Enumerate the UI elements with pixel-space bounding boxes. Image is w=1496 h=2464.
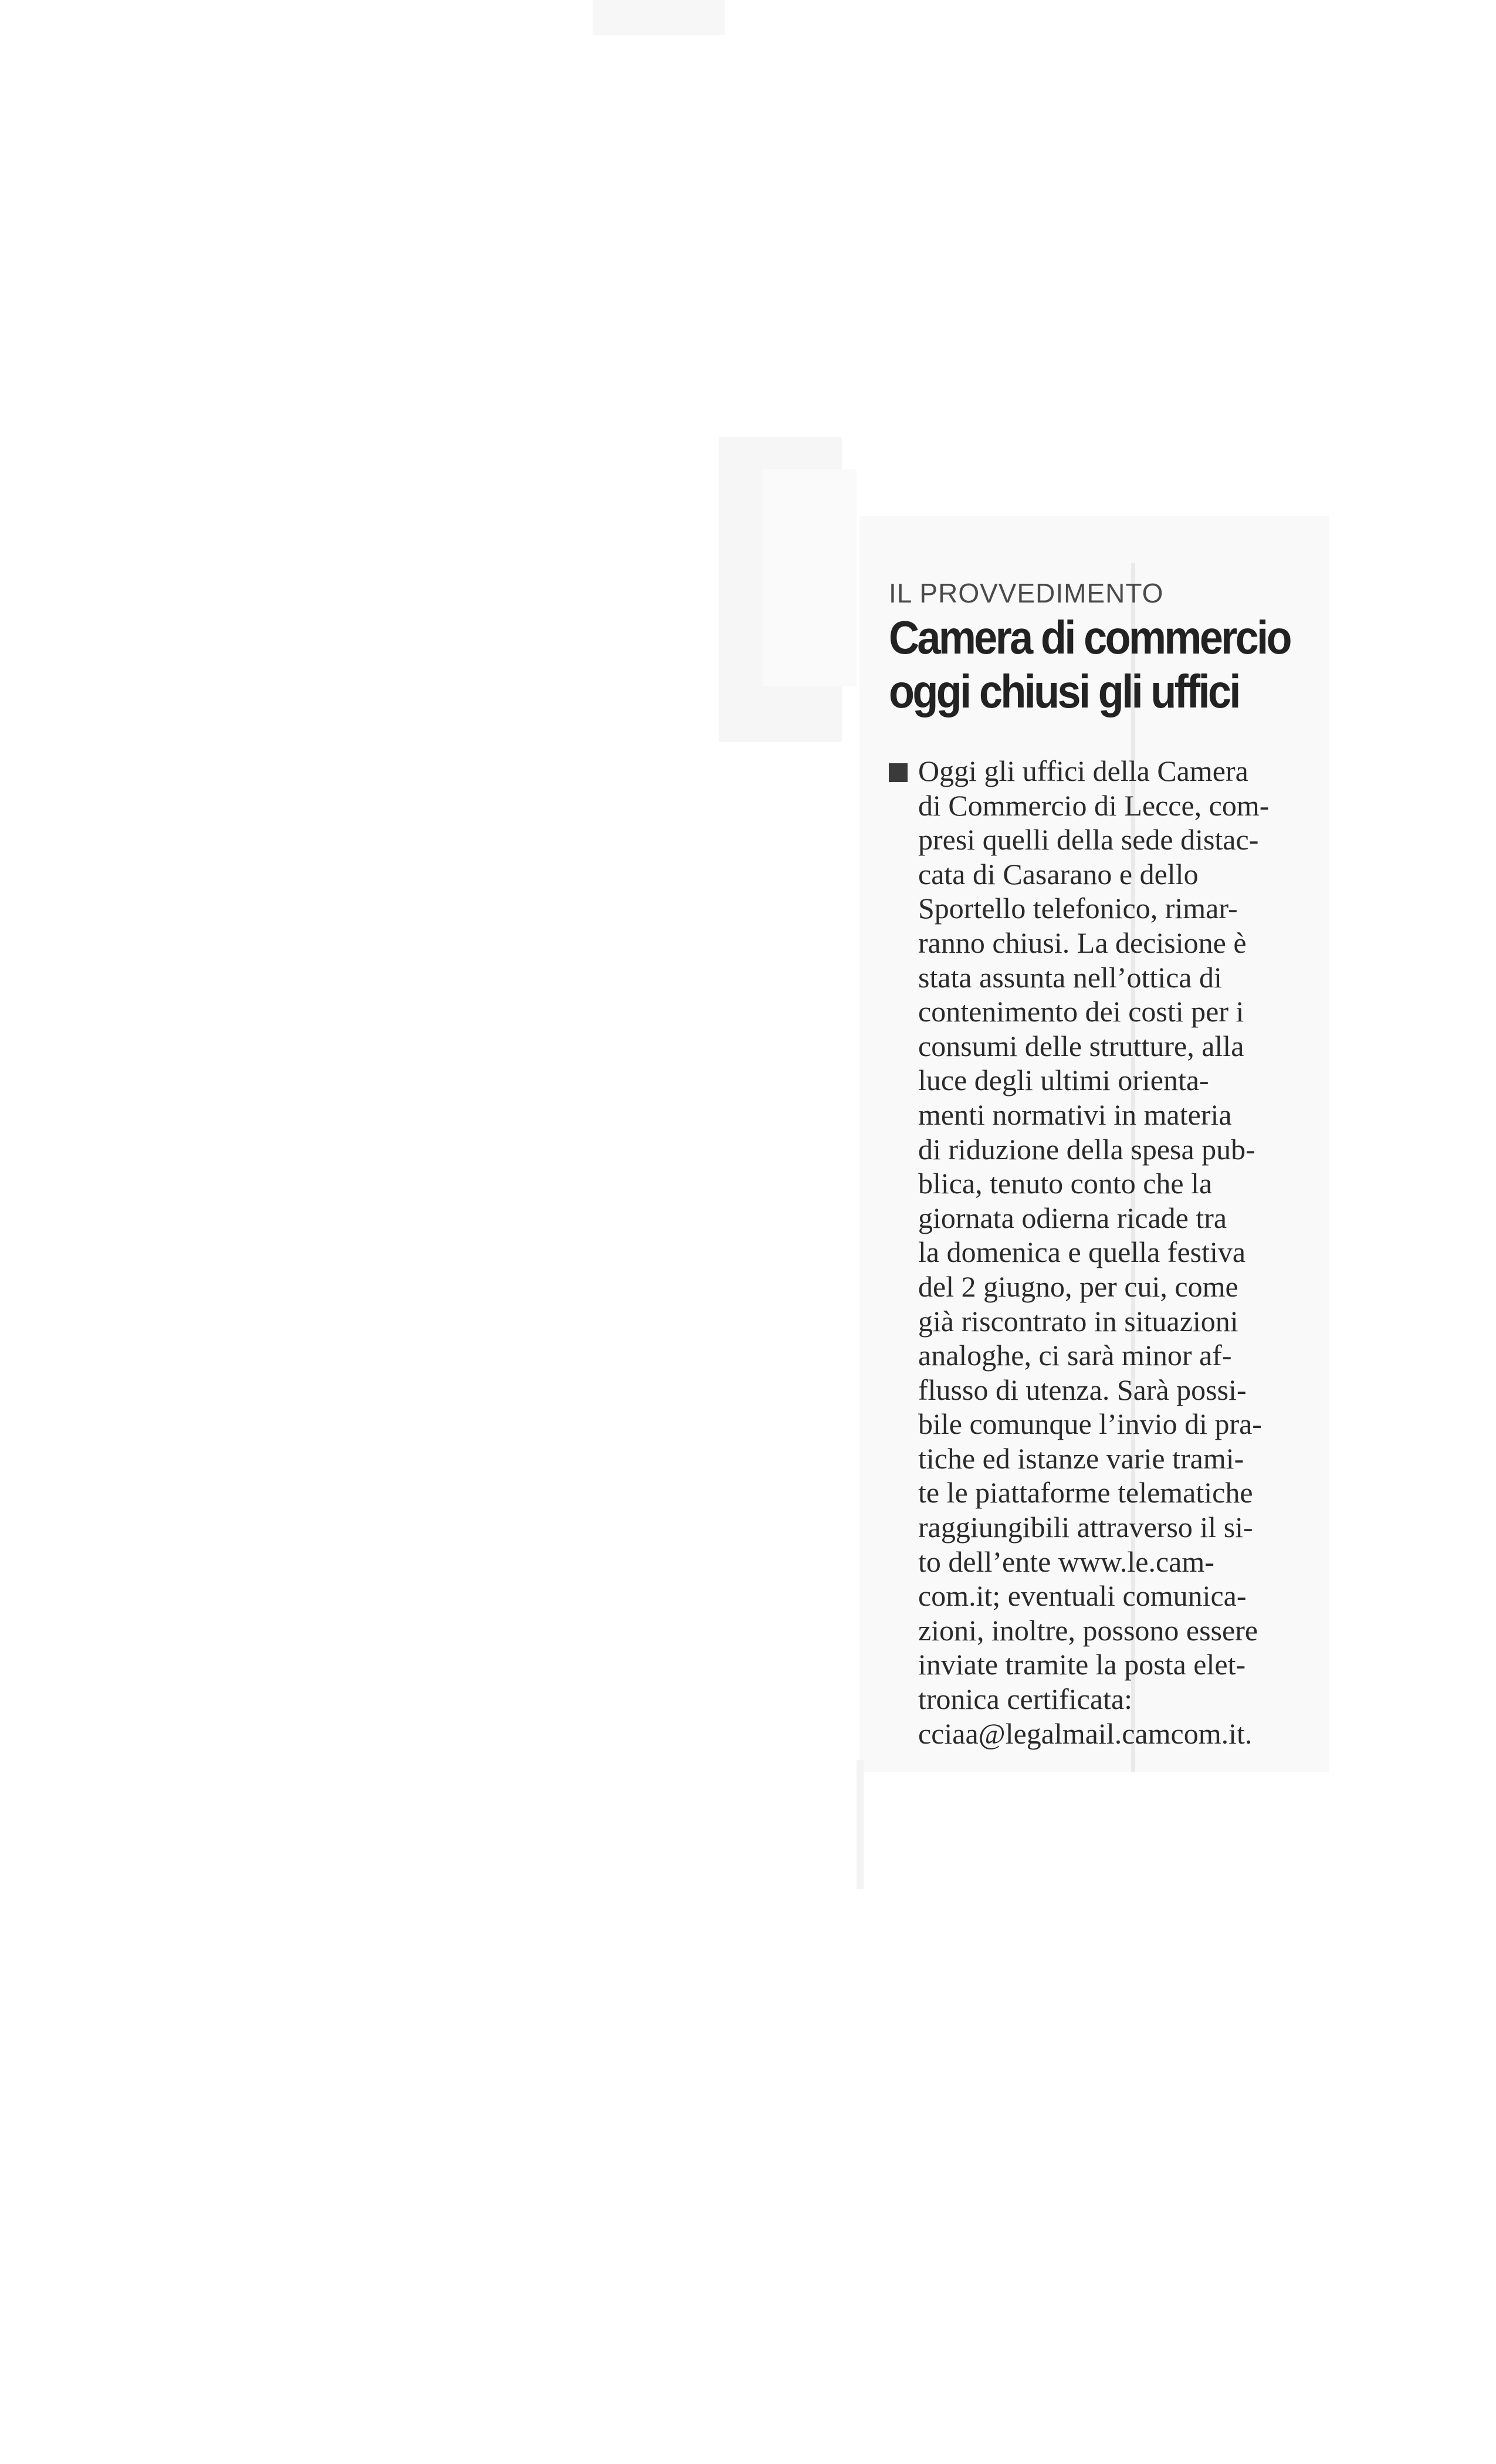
headline-line: Camera di commercio [889,611,1290,664]
body-line: menti normativi in materia [918,1098,1232,1131]
body-line: consumi delle strutture, alla [918,1029,1244,1062]
scan-shadow-bottom [857,1760,864,1889]
article-body [889,754,1311,1751]
bullet-square-icon [889,763,908,782]
body-line: Sportello telefonico, rimar- [918,892,1238,925]
body-line: com.it; eventuali comunica- [918,1579,1247,1613]
body-line: tronica certificata: [918,1683,1133,1716]
scan-shadow-top [593,0,725,35]
body-line: te le piattaforme telematiche [918,1476,1253,1509]
body-line: del 2 giugno, per cui, come [918,1270,1238,1303]
article-headline [889,611,1290,719]
body-line: ranno chiusi. La decisione è [918,926,1247,959]
body-line: già riscontrato in situazioni [918,1304,1238,1338]
body-line: to dell’ente www.le.cam- [918,1545,1214,1578]
body-line: la domenica e quella festiva [918,1236,1246,1269]
headline-line: oggi chiusi gli uffici [889,665,1239,717]
article-clipping [889,578,1311,1751]
body-line: presi quelli della sede distac- [918,823,1259,857]
body-line: tiche ed istanze varie trami- [918,1441,1244,1475]
body-line: giornata odierna ricade tra [918,1201,1227,1234]
body-line: di riduzione della spesa pub- [918,1132,1255,1166]
body-line: cata di Casarano e dello [918,857,1199,891]
body-line: raggiungibili attraverso il si- [918,1511,1253,1544]
body-line: flusso di utenza. Sarà possi- [918,1373,1247,1406]
body-line: zioni, inoltre, possono essere [918,1613,1258,1647]
body-line: di Commercio di Lecce, com- [918,788,1270,822]
article-kicker: IL PROVVEDIMENTO [889,578,1164,608]
body-line: stata assunta nell’ottica di [918,960,1222,994]
body-line: luce degli ultimi orienta- [918,1064,1209,1097]
body-line: Oggi gli uffici della Camera [918,754,1248,787]
body-line: contenimento dei costi per i [918,995,1244,1028]
body-line: analoghe, ci sarà minor af- [918,1339,1232,1372]
body-line: inviate tramite la posta elet- [918,1648,1246,1681]
body-line: blica, tenuto conto che la [918,1167,1213,1200]
scan-shadow-left-inner [763,469,857,686]
body-line: cciaa@legalmail.camcom.it. [918,1717,1253,1750]
body-line: bile comunque l’invio di pra- [918,1407,1262,1441]
